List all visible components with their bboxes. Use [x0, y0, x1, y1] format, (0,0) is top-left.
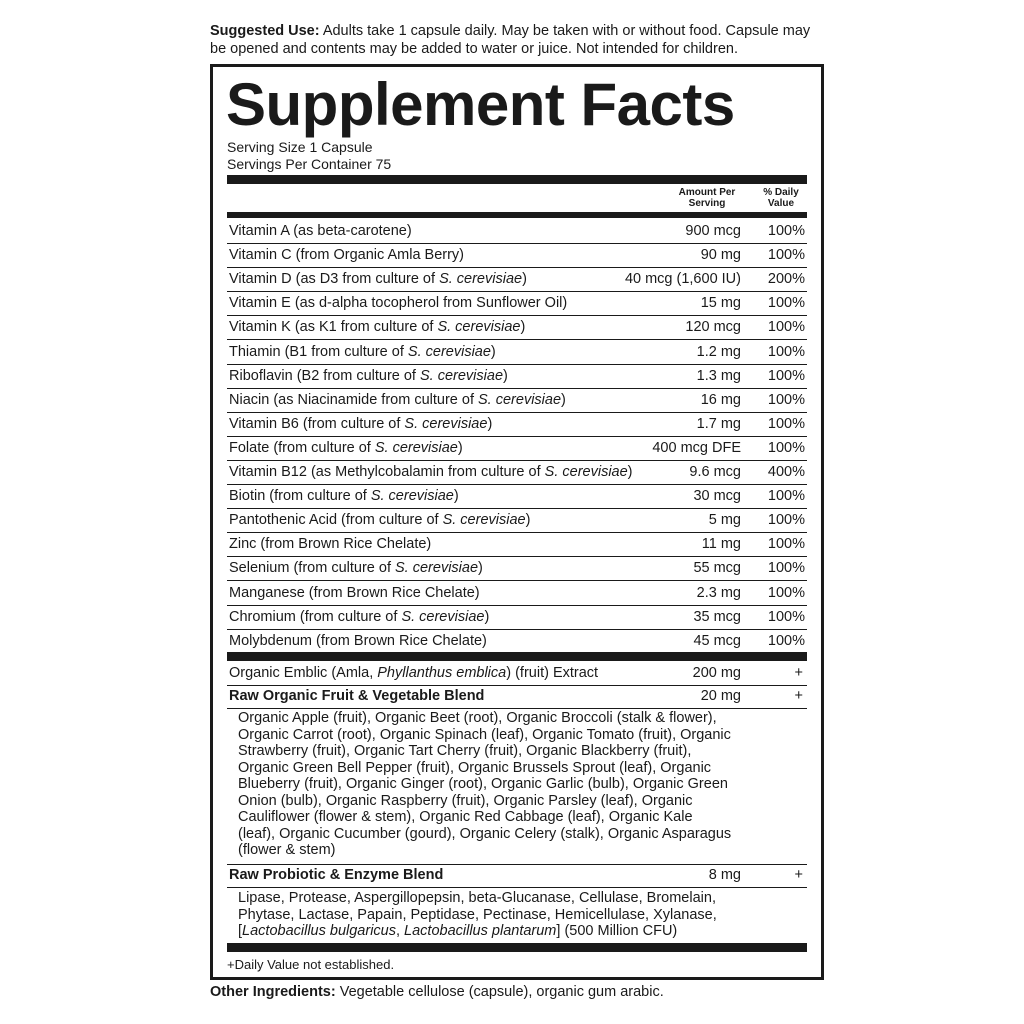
suggested-use [210, 22, 820, 58]
nutrient-daily-value: 100% [767, 367, 805, 384]
serving-size: Serving Size 1 Capsule [227, 139, 373, 155]
emblic-name: Organic Emblic (Amla, Phyllanthus emblica) (fruit) Extract [229, 665, 599, 681]
nutrient-name: Niacin (as Niacinamide from culture of S. cerevisiae) [229, 391, 566, 408]
nutrient-daily-value: 100% [767, 536, 805, 553]
nutrient-amount: 120 mcg [685, 319, 741, 336]
nutrient-row [227, 582, 807, 606]
probiotic-blend-row [227, 865, 807, 887]
nutrient-name: Selenium (from culture of S. cerevisiae) [229, 560, 483, 577]
nutrient-amount: 1.2 mg [696, 343, 741, 360]
thick-rule-middle [227, 652, 807, 661]
nutrient-amount: 35 mcg [693, 608, 741, 625]
column-header-daily-value: % Daily Value [763, 187, 799, 209]
nutrient-amount: 30 mcg [693, 488, 741, 505]
nutrient-daily-value: 100% [767, 488, 805, 505]
other-ingredients [210, 983, 664, 1001]
nutrient-name: Vitamin D (as D3 from culture of S. cerevisiae) [229, 271, 527, 288]
suggested-use-text: Adults take 1 capsule daily. May be taken with or without food. Capsule may be opened and contents may be added to water or juice. Not intended for children. [210, 23, 811, 57]
nutrient-name: Vitamin A (as beta-carotene) [229, 223, 412, 239]
nutrient-amount: 11 mg [701, 536, 741, 553]
other-ingredients-label: Other Ingredients: [210, 984, 336, 1000]
nutrient-row [227, 292, 807, 316]
fruit-blend-line: Cauliflower (flower & stem), Organic Red Cabbage (leaf), Organic Kale [238, 809, 693, 825]
row-divider [227, 887, 807, 888]
nutrient-name: Folate (from culture of S. cerevisiae) [229, 439, 463, 456]
nutrient-amount: 90 mg [700, 247, 741, 264]
fruit-blend-line: Organic Apple (fruit), Organic Beet (root), Organic Broccoli (stalk & flower), [238, 710, 717, 726]
nutrient-row [227, 244, 807, 268]
probiotic-blend-amount: 8 mg [708, 867, 741, 883]
probiotic-blend-ingredients [238, 890, 813, 940]
nutrient-row [227, 485, 807, 509]
nutrient-row [227, 509, 807, 533]
nutrient-row [227, 557, 807, 581]
nutrient-row [227, 268, 807, 292]
nutrient-name: Manganese (from Brown Rice Chelate) [229, 584, 480, 601]
fruit-blend-name: Raw Organic Fruit & Vegetable Blend [229, 688, 485, 704]
nutrient-row [227, 365, 807, 389]
medium-rule [227, 212, 807, 218]
nutrient-name: Vitamin C (from Organic Amla Berry) [229, 247, 465, 264]
nutrient-amount: 1.3 mg [696, 367, 741, 384]
nutrient-amount: 16 mg [700, 391, 741, 408]
nutrient-daily-value: 100% [767, 319, 805, 336]
nutrient-daily-value: 100% [767, 439, 805, 456]
nutrient-row [227, 437, 807, 461]
nutrient-daily-value: 100% [767, 512, 805, 529]
nutrient-daily-value: 100% [767, 584, 805, 601]
nutrient-name: Pantothenic Acid (from culture of S. cerevisiae) [229, 512, 531, 529]
nutrient-daily-value: 100% [767, 295, 805, 312]
nutrient-amount: 45 mcg [693, 632, 741, 649]
nutrient-daily-value: 100% [767, 223, 805, 239]
nutrient-row [227, 606, 807, 630]
footnote: +Daily Value not established. [227, 957, 395, 972]
nutrient-name: Vitamin B6 (from culture of S. cerevisiae) [229, 415, 493, 432]
nutrient-row [227, 413, 807, 437]
nutrient-daily-value: 100% [767, 391, 805, 408]
nutrient-daily-value: 100% [767, 632, 805, 649]
probiotic-line: Phytase, Lactase, Papain, Peptidase, Pectinase, Hemicellulase, Xylanase, [238, 906, 717, 923]
probiotic-line: Lipase, Protease, Aspergillopepsin, beta-Glucanase, Cellulase, Bromelain, [238, 890, 716, 906]
nutrient-row [227, 316, 807, 340]
nutrient-name: Zinc (from Brown Rice Chelate) [229, 536, 432, 553]
fruit-blend-line: Blueberry (fruit), Organic Ginger (root), Organic Garlic (bulb), Organic Green [238, 776, 728, 792]
nutrient-amount: 40 mcg (1,600 IU) [624, 271, 741, 288]
serving-info [227, 139, 391, 173]
other-ingredients-text: Vegetable cellulose (capsule), organic gum arabic. [335, 984, 664, 1000]
fruit-blend-ingredients [238, 710, 813, 859]
servings-per-container: Servings Per Container 75 [227, 156, 392, 172]
probiotic-line: [Lactobacillus bulgaricus, Lactobacillus plantarum] (500 Million CFU) [238, 923, 678, 939]
nutrient-row [227, 341, 807, 365]
nutrient-row [227, 461, 807, 485]
thick-rule-bottom [227, 943, 807, 952]
probiotic-blend-dv: + [794, 867, 803, 883]
nutrient-row [227, 630, 807, 654]
fruit-blend-line: (leaf), Organic Cucumber (gourd), Organic Celery (stalk), Organic Asparagus [238, 825, 732, 842]
nutrient-name: Thiamin (B1 from culture of S. cerevisiae) [229, 343, 496, 360]
nutrient-daily-value: 400% [767, 464, 805, 480]
nutrient-daily-value: 100% [767, 415, 805, 432]
panel-title: Supplement Facts [226, 71, 735, 138]
nutrient-row [227, 389, 807, 413]
nutrient-amount: 15 mg [700, 295, 741, 312]
emblic-amount: 200 mg [692, 665, 741, 681]
nutrient-name: Riboflavin (B2 from culture of S. cerevisiae) [229, 367, 508, 384]
nutrient-row [227, 533, 807, 557]
nutrient-amount: 400 mcg DFE [652, 439, 741, 456]
fruit-blend-line: Organic Carrot (root), Organic Spinach (leaf), Organic Tomato (fruit), Organic [238, 726, 731, 743]
probiotic-blend-name: Raw Probiotic & Enzyme Blend [229, 867, 444, 883]
emblic-dv: + [794, 665, 803, 681]
fruit-blend-row [227, 686, 807, 708]
nutrient-row [227, 220, 807, 244]
fruit-blend-line: Organic Green Bell Pepper (fruit), Organic Brussels Sprout (leaf), Organic [238, 759, 712, 776]
nutrient-amount: 9.6 mcg [689, 464, 741, 480]
fruit-blend-line: Onion (bulb), Organic Raspberry (fruit), Organic Parsley (leaf), Organic [238, 792, 693, 809]
nutrient-daily-value: 100% [767, 560, 805, 577]
nutrient-amount: 5 mg [708, 512, 741, 529]
column-header-amount: Amount Per Serving [678, 187, 736, 209]
suggested-use-label: Suggested Use: [210, 23, 320, 39]
nutrient-amount: 55 mcg [693, 560, 741, 577]
nutrient-name: Molybdenum (from Brown Rice Chelate) [229, 632, 487, 649]
nutrient-name: Vitamin K (as K1 from culture of S. cerevisiae) [229, 319, 526, 336]
fruit-blend-line: (flower & stem) [238, 842, 336, 858]
nutrient-amount: 900 mcg [685, 223, 741, 239]
thick-rule-top [227, 175, 807, 184]
nutrient-daily-value: 100% [767, 247, 805, 264]
nutrient-name: Chromium (from culture of S. cerevisiae) [229, 608, 490, 625]
nutrient-amount: 2.3 mg [696, 584, 741, 601]
emblic-row [227, 663, 807, 685]
nutrient-name: Vitamin E (as d-alpha tocopherol from Sunflower Oil) [229, 295, 568, 312]
nutrient-amount: 1.7 mg [696, 415, 741, 432]
nutrient-daily-value: 100% [767, 608, 805, 625]
row-divider [227, 708, 807, 709]
nutrient-name: Vitamin B12 (as Methylcobalamin from culture of S. cerevisiae) [229, 464, 633, 480]
supplement-facts-panel [210, 64, 824, 980]
fruit-blend-line: Strawberry (fruit), Organic Tart Cherry (fruit), Organic Blackberry (fruit), [238, 743, 692, 759]
nutrient-daily-value: 100% [767, 343, 805, 360]
fruit-blend-amount: 20 mg [700, 688, 741, 704]
nutrient-name: Biotin (from culture of S. cerevisiae) [229, 488, 459, 505]
nutrient-daily-value: 200% [767, 271, 805, 288]
fruit-blend-dv: + [794, 688, 803, 704]
